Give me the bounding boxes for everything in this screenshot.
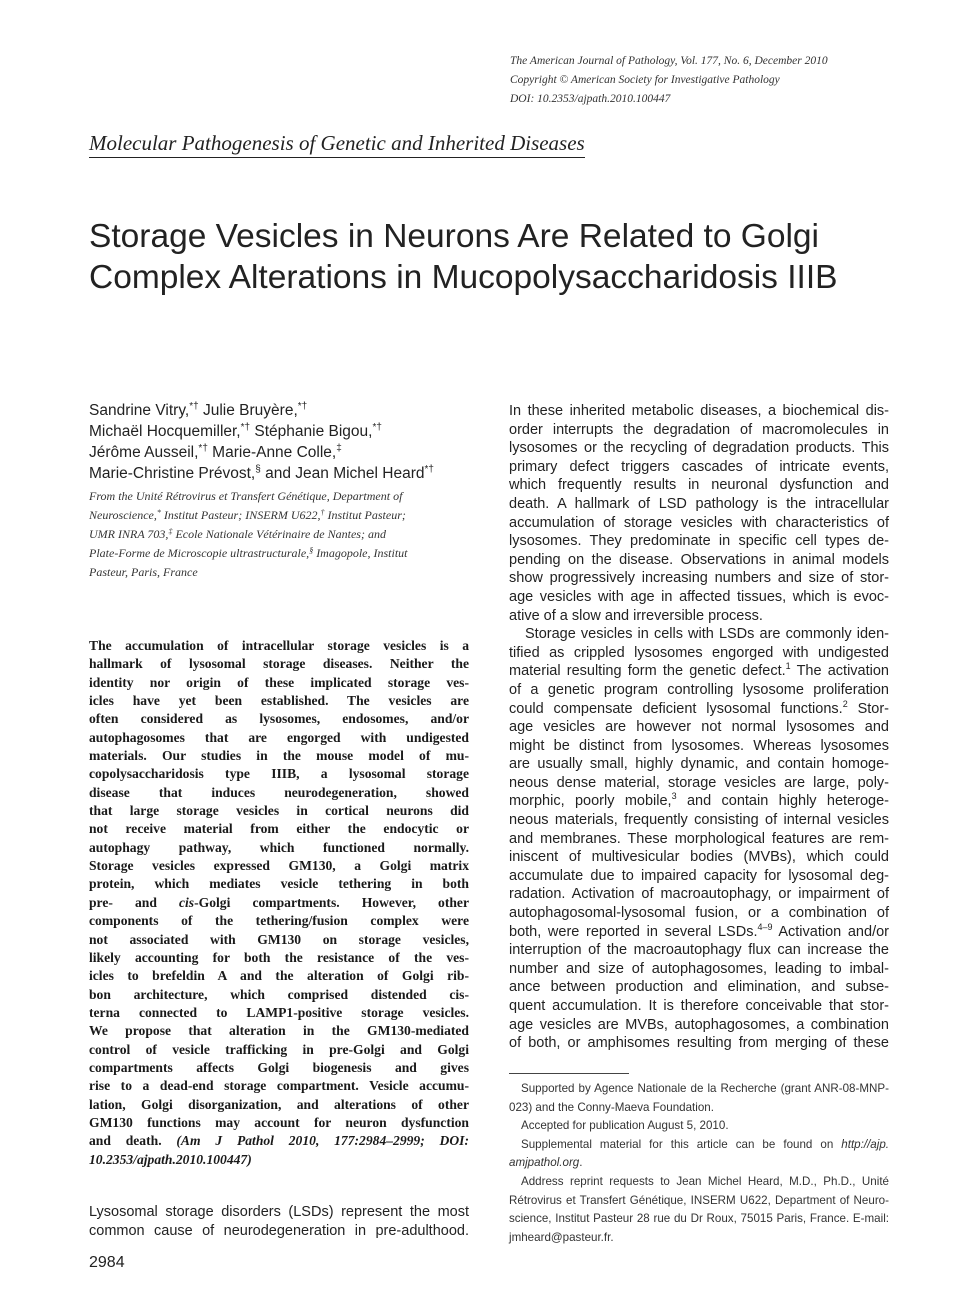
article-title-line: Storage Vesicles in Neurons Are Related to Golgi xyxy=(89,218,819,255)
abstract-line xyxy=(89,1151,469,1169)
body-line: and membranes. These morphological features are rem- xyxy=(509,830,889,847)
author-line: Marie-Christine Prévost,§ and Jean Michel Heard*† xyxy=(89,464,434,482)
body-line: neous dense material, storage vesicles are large, poly- xyxy=(509,774,889,791)
affiliation-line: Neuroscience,* Institut Pasteur; INSERM U622,† Institut Pasteur; xyxy=(89,508,406,522)
body-line: might be distinct from lysosomes. Whereas lysosomes xyxy=(509,737,889,754)
body-line: age vesicles are however not normal lysosomes and xyxy=(509,719,889,736)
affiliation-line: Pasteur, Paris, France xyxy=(89,565,198,579)
abstract-line: materials. Our studies in the mouse model of mu- xyxy=(89,748,469,764)
footnote-line: Accepted for publication August 5, 2010. xyxy=(521,1119,729,1133)
reference-marker: 3 xyxy=(671,791,677,802)
body-line: morphic, poorly mobile,$^3$ and contain highly heteroge- xyxy=(509,791,889,810)
body-line: lysosomes. They predominate in specific cell types de- xyxy=(509,533,889,550)
reference-marker: 4–9 xyxy=(757,921,773,932)
abstract-line: compartments affects Golgi biogenesis and gives xyxy=(89,1059,469,1075)
body-line: In these inherited metabolic diseases, a biochemical dis- xyxy=(509,403,889,419)
intro-paragraph xyxy=(89,1203,469,1241)
affiliation-line: Plate-Forme de Microscopie ultrastructurale,§ Imagopole, Institut xyxy=(89,546,408,560)
abstract-line: Storage vesicles expressed GM130, a Golgi matrix xyxy=(89,858,469,874)
footnote-line: 023) and the Conny-Maeva Foundation. xyxy=(509,1100,714,1114)
abstract-line: pre- and cis-Golgi compartments. However, other xyxy=(89,894,469,910)
body-line: accumulate due to impaired capacity for lysosomal deg- xyxy=(509,867,889,884)
body-line: number and size of autophagosomes, leading to imbal- xyxy=(509,960,889,977)
body-line: neous materials, frequently consisting of internal vesicles xyxy=(509,812,889,829)
footnote-line: science, Institut Pasteur 28 rue du Dr Roux, 75015 Paris, France. E-mail: xyxy=(509,1212,889,1226)
intro-line: common cause of neurodegeneration in pre-adulthood. xyxy=(89,1223,469,1239)
body-line: which frequently results in neuronal dysfunction and xyxy=(509,477,889,494)
abstract xyxy=(89,637,469,1169)
page-number: 2984 xyxy=(89,1254,125,1271)
body-line: tified as crippled lysosomes engorged with undigested xyxy=(509,644,889,661)
abstract-line: copolysaccharidosis type IIIB, a lysosomal storage xyxy=(89,766,469,782)
abstract-line: components of the tethering/fusion complex were xyxy=(89,913,469,929)
body-line: radation. Activation of macroautophagy, or impairment of xyxy=(509,886,889,903)
body-line: could compensate deficient lysosomal functions.$^2$ Stor- xyxy=(509,698,889,717)
abstract-line: The accumulation of intracellular storage vesicles is a xyxy=(89,638,469,653)
body-line: ance between production and elimination, and subse- xyxy=(509,979,889,996)
footnote-line: Supplemental material for this article can be found on http://ajp. xyxy=(521,1137,889,1151)
abstract-line: often considered as lysosomes, endosomes, and/or xyxy=(89,711,469,727)
footnotes xyxy=(509,1080,889,1247)
abstract-line: autophagy pathway, which functioned normally. xyxy=(89,839,469,855)
abstract-line: disease that induces neurodegeneration, showed xyxy=(89,784,469,800)
journal-header xyxy=(510,52,950,109)
body-line: primary defect triggers cascades of intricate events, xyxy=(509,458,889,475)
body-line: ative of a slow and irreversible process. xyxy=(509,607,763,624)
body-line: iniscent of multivesicular bodies (MVBs), which could xyxy=(509,849,889,866)
body-line: accumulation of storage vesicles with characteristics of xyxy=(509,514,889,531)
author-list xyxy=(89,400,489,484)
abstract-line: We propose that alteration in the GM130-mediated xyxy=(89,1023,469,1039)
body-line: age vesicles with age in affected tissues, which is evoc- xyxy=(509,588,889,605)
abstract-line: identity nor origin of these implicated storage ves- xyxy=(89,674,469,690)
abstract-line: hallmark of lysosomal storage diseases. Neither the xyxy=(89,656,469,672)
copyright-line: Copyright © American Society for Investigative Pathology xyxy=(510,74,780,86)
body-line: of a genetic program controlling lysosome proliferation xyxy=(509,681,889,698)
abstract-doi: 10.2353/ajpath.2010.100447) xyxy=(89,1151,252,1167)
article-title xyxy=(89,216,889,298)
journal-citation: The American Journal of Pathology, Vol. 177, No. 6, December 2010 xyxy=(510,55,828,67)
abstract-line: GM130 functions may account for neuron dysfunction xyxy=(89,1114,469,1130)
reference-marker: 2 xyxy=(842,698,848,709)
body-line: order interrupts the degradation of macromolecules in xyxy=(509,421,889,438)
author-line: Sandrine Vitry,*† Julie Bruyère,*† xyxy=(89,401,308,419)
body-line: interruption of the macroautophagy flux can increase the xyxy=(509,942,889,959)
doi-line: DOI: 10.2353/ajpath.2010.100447 xyxy=(510,93,671,105)
body-line: quent accumulation. It is therefore conceivable that stor- xyxy=(509,998,889,1014)
reference-marker: 1 xyxy=(785,661,791,672)
body-line: material resulting form the genetic defect.$^1$ The activation xyxy=(509,661,889,680)
affiliations xyxy=(89,487,469,582)
author-line: Jérôme Ausseil,*† Marie-Anne Colle,‡ xyxy=(89,443,342,461)
body-line: of both, or amphisomes resulting from merging of these xyxy=(509,1035,889,1052)
body-line: show progressively increasing numbers and size of stor- xyxy=(509,570,889,587)
email-link[interactable]: jmheard@pasteur.fr. xyxy=(509,1230,614,1244)
body-line: are usually small, highly dynamic, and contain homoge- xyxy=(509,756,889,773)
abstract-line: not associated with GM130 on storage vesicles, xyxy=(89,931,469,947)
footnote-line: Rétrovirus et Transfert Génétique, INSERM U622, Department of Neuro- xyxy=(509,1193,889,1207)
body-line: pending on the disease. Observations in animal models xyxy=(509,551,889,568)
body-line: lysosomes or the recycling of degradation products. This xyxy=(509,440,889,457)
abstract-line: and death. (Am J Pathol 2010, 177:2984–2999; DOI: xyxy=(89,1133,469,1149)
abstract-line: terna connected to LAMP1-positive storage vesicles. xyxy=(89,1004,469,1020)
body-line: death. A hallmark of LSD pathology is the intracellular xyxy=(509,495,889,512)
footnote-divider xyxy=(509,1073,629,1074)
abstract-line: rise to a dead-end storage compartment. Vesicle accumu- xyxy=(89,1078,469,1094)
body-text-right-column xyxy=(509,402,889,1053)
abstract-citation: (Am J Pathol 2010, 177:2984–2999; DOI: xyxy=(176,1133,469,1149)
footnote-line: amjpathol.org. xyxy=(509,1156,583,1170)
supplement-link[interactable]: amjpathol.org xyxy=(509,1156,580,1170)
abstract-line: likely accounting for both the resistance of the ves- xyxy=(89,949,469,965)
article-title-line: Complex Alterations in Mucopolysaccharidosis IIIB xyxy=(89,259,838,296)
author-line: Michaël Hocquemiller,*† Stéphanie Bigou,*† xyxy=(89,422,382,440)
abstract-line: control of vesicle trafficking in pre-Golgi and Golgi xyxy=(89,1041,469,1057)
abstract-line: bon architecture, which comprised distended cis- xyxy=(89,986,469,1002)
abstract-line: icles to brefeldin A and the alteration of Golgi rib- xyxy=(89,968,469,984)
abstract-line: icles have yet been established. The vesicles are xyxy=(89,693,469,709)
intro-line: Lysosomal storage disorders (LSDs) represent the most xyxy=(89,1204,469,1220)
supplement-link[interactable]: http://ajp. xyxy=(841,1137,889,1151)
footnote-line: Supported by Agence Nationale de la Recherche (grant ANR-08-MNP- xyxy=(521,1082,889,1095)
abstract-line: that large storage vesicles in cortical neurons did xyxy=(89,803,469,819)
footnote-line: Address reprint requests to Jean Michel Heard, M.D., Ph.D., Unité xyxy=(521,1174,889,1188)
abstract-line: autophagosomes that are engorged with undigested xyxy=(89,729,469,745)
abstract-line: lation, Golgi disorganization, and alterations of other xyxy=(89,1096,469,1112)
affiliation-line: UMR INRA 703,‡ Ecole Nationale Vétérinaire de Nantes; and xyxy=(89,527,386,541)
body-line: autophagosomal-lysosomal fusion, or a combination of xyxy=(509,905,889,922)
body-line: both, were reported in several LSDs.$^{4-9}$ Activation and/or xyxy=(509,921,889,940)
affiliation-line: From the Unité Rétrovirus et Transfert Génétique, Department of xyxy=(89,489,403,503)
body-line: Storage vesicles in cells with LSDs are commonly iden- xyxy=(525,626,889,643)
abstract-line: not receive material from either the endocytic or xyxy=(89,821,469,837)
section-title: Molecular Pathogenesis of Genetic and Inherited Diseases xyxy=(89,131,585,158)
body-line: age vesicles are MVBs, autophagosomes, a combination xyxy=(509,1016,889,1033)
abstract-line: protein, which mediates vesicle tethering in both xyxy=(89,876,469,892)
